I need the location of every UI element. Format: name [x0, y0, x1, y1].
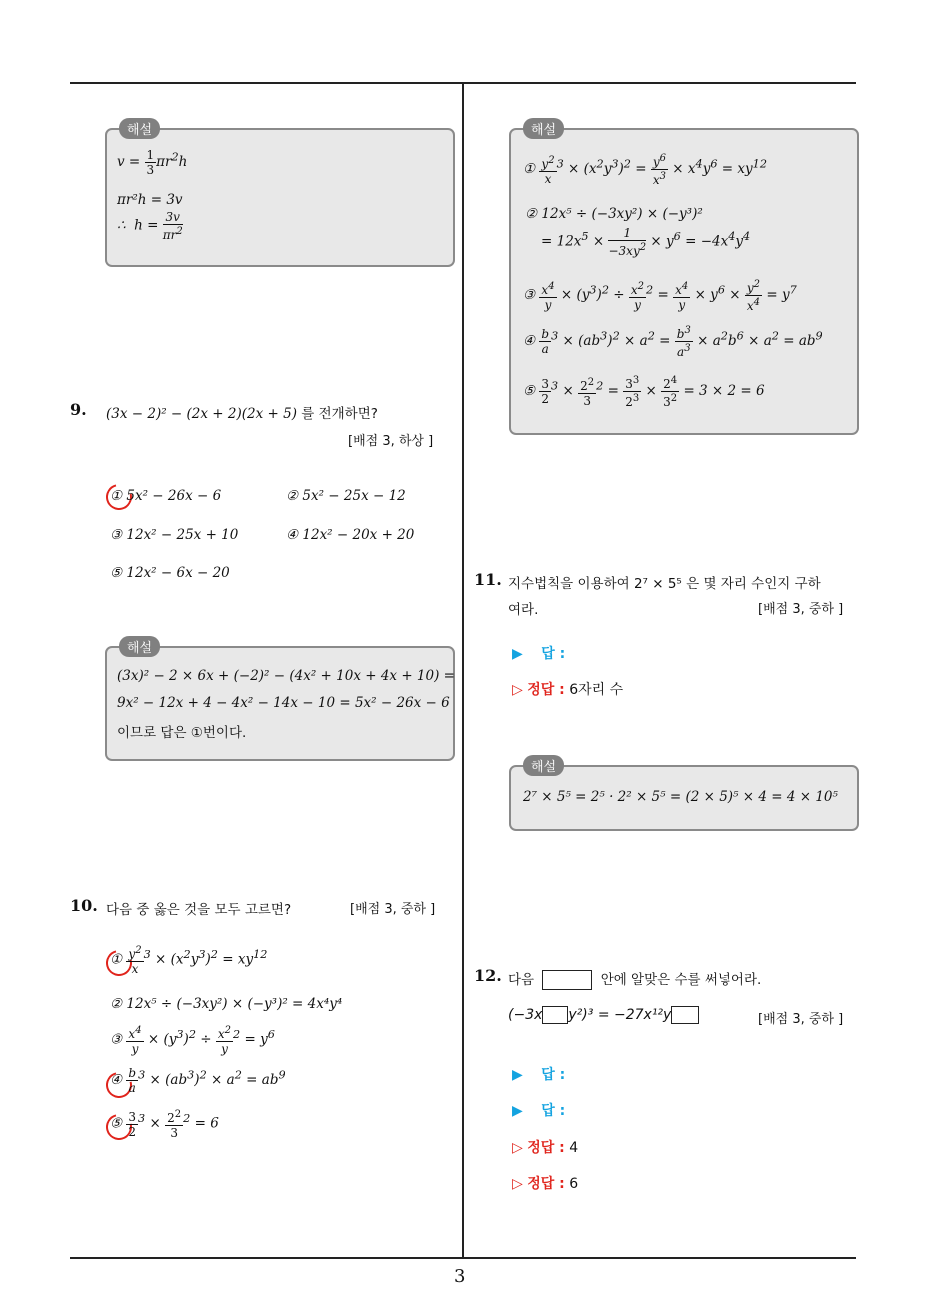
solution-line: ③ $\frac{x^4}{y}$ × $(y^3)^2$ ÷ $\frac{x^2}{y}$ $^2$ = $\frac{x^4}{y}$ × $y^6$ × $\frac{y^2}{x^4}$ = $y^7$: [523, 279, 797, 313]
solution-line: 2⁷ × 5⁵ = 2⁵ · 2² × 5⁵ = (2 × 5)⁵ × 4 = 4 × 10⁵: [523, 789, 838, 805]
question-text: 여라.: [508, 602, 539, 618]
solution-line: ④ $\frac{b}{a}$ $^3 \times (ab^3)^2 \times a^2$ = $\frac{b^3}{a^3}$ × $a^2b^6 \times a^2 = ab^9$: [523, 325, 823, 359]
bottom-rule: [70, 1257, 856, 1259]
answer-option[interactable]: ⑤ $\frac{3}{2}$ $^3$ × $\frac{2^2}{3}$ $^2$ = 6: [110, 1109, 219, 1140]
question-expression: [508, 1006, 699, 1024]
question-text-a: 다음: [508, 972, 535, 988]
answer-blank[interactable]: [542, 1006, 568, 1024]
correct-value: 6자리 수: [569, 682, 624, 698]
question-number: 9.: [70, 400, 87, 419]
answer-label: 답 :: [541, 646, 566, 662]
answer-arrow-icon: ▶: [512, 1103, 523, 1119]
answer-option[interactable]: ③ $\frac{x^4}{y}$ × $(y^3)^2$ ÷ $\frac{x^2}{y}$ $^2 = y^6$: [110, 1025, 275, 1056]
answer-blank[interactable]: [542, 970, 592, 990]
answer-option[interactable]: ⑤ 12x² − 6x − 20: [110, 565, 230, 581]
correct-label: 정답 :: [527, 682, 565, 698]
question-text: [106, 402, 378, 422]
question-text: 다음 중 옳은 것을 모두 고르면?: [106, 902, 292, 918]
question-text-b: 안에 알맞은 수를 써넣어라.: [600, 972, 762, 988]
question-expression: (3x − 2)² − (2x + 2)(2x + 5): [106, 406, 297, 422]
solution-tag: 해설: [523, 755, 564, 776]
expression-part: y²)³ = −27x¹²y: [568, 1007, 672, 1023]
answer-arrow-icon: ▶: [512, 1067, 523, 1083]
answer-row[interactable]: [512, 1064, 565, 1084]
question-number: 10.: [70, 896, 98, 915]
answer-option[interactable]: ③ 12x² − 25x + 10: [110, 527, 239, 543]
answer-option[interactable]: ④ 12x² − 20x + 20: [286, 527, 415, 543]
solution-line: 9x² − 12x + 4 − 4x² − 14x − 10 = 5x² − 26x − 6: [117, 695, 450, 711]
solution-line: ⑤ $\frac{3}{2}$ $^3$ × $\frac{2^2}{3}$ $^2$ = $\frac{3^3}{2^3}$ × $\frac{2^4}{3^2}$ = 3 × 2 = 6: [523, 375, 765, 409]
answer-option[interactable]: ② 12x⁵ ÷ (−3xy²) × (−y³)² = 4x⁴y⁴: [110, 996, 343, 1012]
correct-answer-row: [512, 1173, 578, 1193]
answer-option[interactable]: ② 5x² − 25x − 12: [286, 488, 406, 504]
correct-value: 4: [569, 1140, 579, 1156]
question-text: 지수법칙을 이용하여 2⁷ × 5⁵ 은 몇 자리 수인지 구하: [508, 576, 821, 592]
question-number: 11.: [474, 570, 502, 589]
solution-line: ① $\frac{y^2}{x}$ $^3 \times (x^2y^3)^2$ = $\frac{y^6}{x^3}$ × $x^4y^6 = xy^{12}$: [523, 153, 767, 187]
correct-label: 정답 :: [527, 1176, 565, 1192]
answer-option[interactable]: ① 5x² − 26x − 6: [110, 488, 222, 504]
correct-label: 정답 :: [527, 1140, 565, 1156]
question-suffix: 를 전개하면?: [301, 406, 378, 422]
solution-tag: 해설: [119, 118, 160, 139]
solution-box-q11: [509, 760, 859, 831]
solution-tag: 해설: [523, 118, 564, 139]
correct-arrow-icon: ▷: [512, 1140, 523, 1156]
expression-part: (−3x: [508, 1007, 543, 1023]
answer-row[interactable]: [512, 1100, 565, 1120]
correct-answer-row: [512, 1137, 578, 1157]
question-text: [508, 968, 761, 990]
solution-line: = $12x^5$ × $\frac{1}{-3xy^2}$ × $y^6 = -4x^4y^4$: [541, 226, 751, 258]
solution-box-q9: [105, 641, 455, 761]
answer-row[interactable]: [512, 643, 565, 663]
solution-line: ② 12x⁵ ÷ (−3xy²) × (−y³)²: [525, 206, 703, 222]
solution-box-q8: [105, 123, 455, 267]
question-score: [배점 3, 중하 ]: [758, 602, 844, 617]
answer-arrow-icon: ▶: [512, 646, 523, 662]
answer-label: 답 :: [541, 1067, 566, 1083]
correct-answer-row: [512, 679, 623, 699]
answer-label: 답 :: [541, 1103, 566, 1119]
page-number: 3: [454, 1266, 466, 1287]
solution-line: v = $\frac{1}{3}$ $\pi r^2h$: [117, 148, 188, 177]
solution-line: 이므로 답은 ①번이다.: [117, 725, 247, 741]
question-number: 12.: [474, 966, 502, 985]
answer-blank[interactable]: [671, 1006, 699, 1024]
question-score: [배점 3, 하상 ]: [348, 434, 434, 449]
solution-line: ∴ h = $\frac{3v}{\pi r^2}$: [117, 210, 183, 242]
column-divider: [462, 84, 464, 1258]
answer-option[interactable]: ④ $\frac{b}{a}$ $^3 \times (ab^3)^2 \times a^2 = ab^9$: [110, 1066, 286, 1095]
solution-box-q10: [509, 123, 859, 435]
question-score: [배점 3, 중하 ]: [758, 1012, 844, 1027]
correct-arrow-icon: ▷: [512, 1176, 523, 1192]
question-score: [배점 3, 중하 ]: [350, 902, 436, 917]
solution-tag: 해설: [119, 636, 160, 657]
correct-value: 6: [569, 1176, 579, 1192]
answer-option[interactable]: ① $\frac{y^2}{x}$ $^3 \times (x^2y^3)^2 = xy^{12}$: [110, 945, 268, 976]
correct-arrow-icon: ▷: [512, 682, 523, 698]
solution-line: (3x)² − 2 × 6x + (−2)² − (4x² + 10x + 4x + 10) =: [117, 668, 455, 684]
solution-line: πr²h = 3v: [117, 192, 183, 208]
